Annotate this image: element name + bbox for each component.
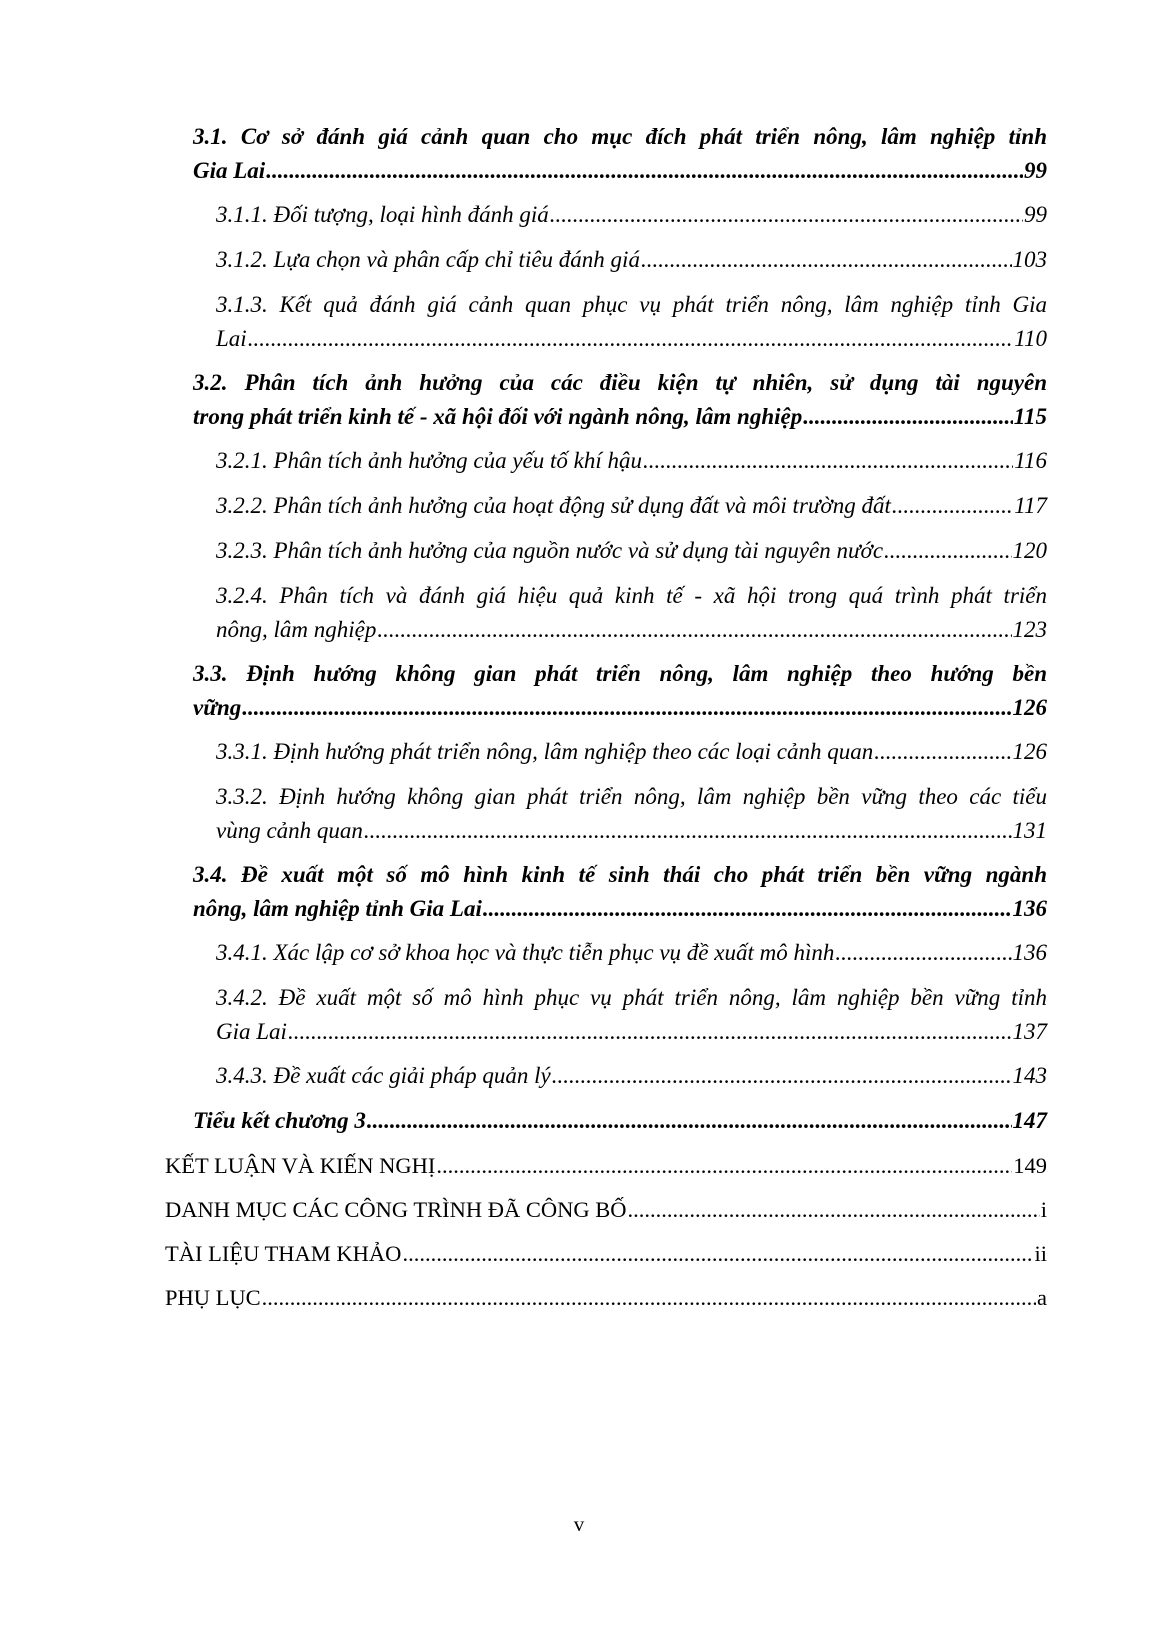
toc-entry-title: 3.2.1. Phân tích ảnh hưởng của yếu tố khí hậu [216,448,642,473]
toc-entry-title: 3.1.2. Lựa chọn và phân cấp chỉ tiêu đánh giá [216,247,640,272]
toc-entry-3-3-1[interactable] [216,735,1047,769]
toc-entry-title: Tiểu kết chương 3 [193,1108,366,1133]
toc-entry-3-2-2[interactable] [216,489,1047,523]
page-ref: 99 [1024,202,1047,227]
toc-entry-3-1-2[interactable] [216,243,1047,277]
page-ref: 126 [1012,739,1047,764]
page-ref: 137 [1012,1019,1047,1044]
dot-leader [367,1104,1012,1138]
page-ref: 99 [1024,158,1047,183]
page-ref: 147 [1012,1108,1047,1133]
toc-entry-title: 3.4.3. Đề xuất các giải pháp quản lý [216,1063,551,1088]
toc-entry-3-1-1[interactable] [216,198,1047,232]
toc-entry-title: KẾT LUẬN VÀ KIẾN NGHỊ [165,1153,436,1178]
toc-entry-3-2-4[interactable] [216,579,1047,647]
toc-entry-conclusion[interactable] [165,1149,1047,1183]
dot-leader [262,1281,1036,1315]
page-ref: 120 [1012,538,1047,563]
dot-leader [377,613,1011,647]
dot-leader [884,534,1011,568]
toc-entry-3-1[interactable] [193,120,1047,188]
toc-entry-title: 3.1. Cơ sở đánh giá cảnh quan cho mục đích phát triển nông, lâm nghiệp tỉnh [193,124,1047,149]
toc-entry-title: PHỤ LỤC [165,1285,261,1310]
toc-entry-title: 3.3.2. Định hướng không gian phát triển nông, lâm nghiệp bền vững theo các tiểu [216,784,1047,809]
page-ref: 117 [1014,493,1047,518]
toc-entry-title: 3.2.2. Phân tích ảnh hưởng của hoạt động sử dụng đất và môi trường đất [216,493,891,518]
dot-leader [288,1015,1012,1049]
toc-entry-3-3[interactable] [193,657,1047,725]
toc-entry-title: 3.1.1. Đối tượng, loại hình đánh giá [216,202,549,227]
toc-entry-3-4-1[interactable] [216,936,1047,970]
page-ref: 149 [1013,1153,1047,1178]
toc-entry-summary-chapter-3[interactable] [193,1104,1047,1138]
page-ref: 136 [1012,896,1047,921]
toc-entry-title: TÀI LIỆU THAM KHẢO [165,1241,402,1266]
toc-entry-title: 3.2.4. Phân tích và đánh giá hiệu quả kinh tế - xã hội trong quá trình phát triển [216,583,1047,608]
dot-leader [483,892,1012,926]
toc-entry-references[interactable] [165,1237,1047,1271]
page-ref: i [1040,1197,1047,1222]
page-ref: 143 [1012,1063,1047,1088]
toc-entry-3-4-2[interactable] [216,981,1047,1049]
dot-leader [266,154,1023,188]
toc-entry-title: Lai [216,326,247,351]
toc-entry-title: 3.3. Định hướng không gian phát triển nông, lâm nghiệp theo hướng bền [193,661,1047,686]
dot-leader [242,691,1011,725]
dot-leader [643,444,1013,478]
toc-entry-title: Gia Lai [216,1019,287,1044]
toc-entry-title: 3.4. Đề xuất một số mô hình kinh tế sinh thái cho phát triển bền vững ngành [193,862,1047,887]
toc-entry-title: 3.4.1. Xác lập cơ sở khoa học và thực tiễn phục vụ đề xuất mô hình [216,940,835,965]
dot-leader [892,489,1013,523]
dot-leader [628,1193,1040,1227]
toc-entry-title: trong phát triển kinh tế - xã hội đối với ngành nông, lâm nghiệp [193,404,803,429]
dot-leader [874,735,1011,769]
page-number: v [573,1512,585,1536]
toc-entry-3-3-2[interactable] [216,780,1047,848]
dot-leader [248,322,1014,356]
toc-entry-title: nông, lâm nghiệp tỉnh Gia Lai [193,896,482,921]
toc-entry-3-2-3[interactable] [216,534,1047,568]
page-ref: 123 [1012,617,1047,642]
toc-entry-appendix[interactable] [165,1281,1047,1315]
page-ref: 115 [1013,404,1047,429]
toc-entry-title: vững [193,695,242,720]
page-ref: 136 [1012,940,1047,965]
page-ref: 116 [1014,448,1047,473]
page-ref: 110 [1014,326,1047,351]
dot-leader [550,198,1023,232]
toc-entry-title: 3.3.1. Định hướng phát triển nông, lâm nghiệp theo các loại cảnh quan [216,739,874,764]
page-ref: 103 [1012,247,1047,272]
dot-leader [436,1149,1012,1183]
toc-entry-title: 3.2.3. Phân tích ảnh hưởng của nguồn nước và sử dụng tài nguyên nước [216,538,884,563]
dot-leader [835,936,1011,970]
dot-leader [552,1059,1012,1093]
toc-entry-3-4[interactable] [193,858,1047,926]
toc-entry-title: 3.4.2. Đề xuất một số mô hình phục vụ phát triển nông, lâm nghiệp bền vững tỉnh [216,985,1047,1010]
toc-entry-title: vùng cảnh quan [216,818,363,843]
toc-entry-3-4-3[interactable] [216,1059,1047,1093]
dot-leader [402,1237,1033,1271]
toc-entry-title: nông, lâm nghiệp [216,617,377,642]
page-ref: 126 [1012,695,1047,720]
page-ref: a [1037,1285,1047,1310]
dot-leader [803,400,1013,434]
toc-entry-3-2[interactable] [193,366,1047,434]
toc-entry-title: Gia Lai [193,158,266,183]
page-ref: ii [1034,1241,1047,1266]
toc-entry-title: 3.2. Phân tích ảnh hưởng của các điều kiện tự nhiên, sử dụng tài nguyên [193,370,1047,395]
toc-entry-3-2-1[interactable] [216,444,1047,478]
dot-leader [641,243,1012,277]
toc-entry-title: 3.1.3. Kết quả đánh giá cảnh quan phục vụ phát triển nông, lâm nghiệp tỉnh Gia [216,292,1047,317]
page-ref: 131 [1012,818,1047,843]
dot-leader [364,814,1012,848]
toc-entry-publications[interactable] [165,1193,1047,1227]
toc-entry-3-1-3[interactable] [216,288,1047,356]
toc-entry-title: DANH MỤC CÁC CÔNG TRÌNH ĐÃ CÔNG BỐ [165,1197,627,1222]
